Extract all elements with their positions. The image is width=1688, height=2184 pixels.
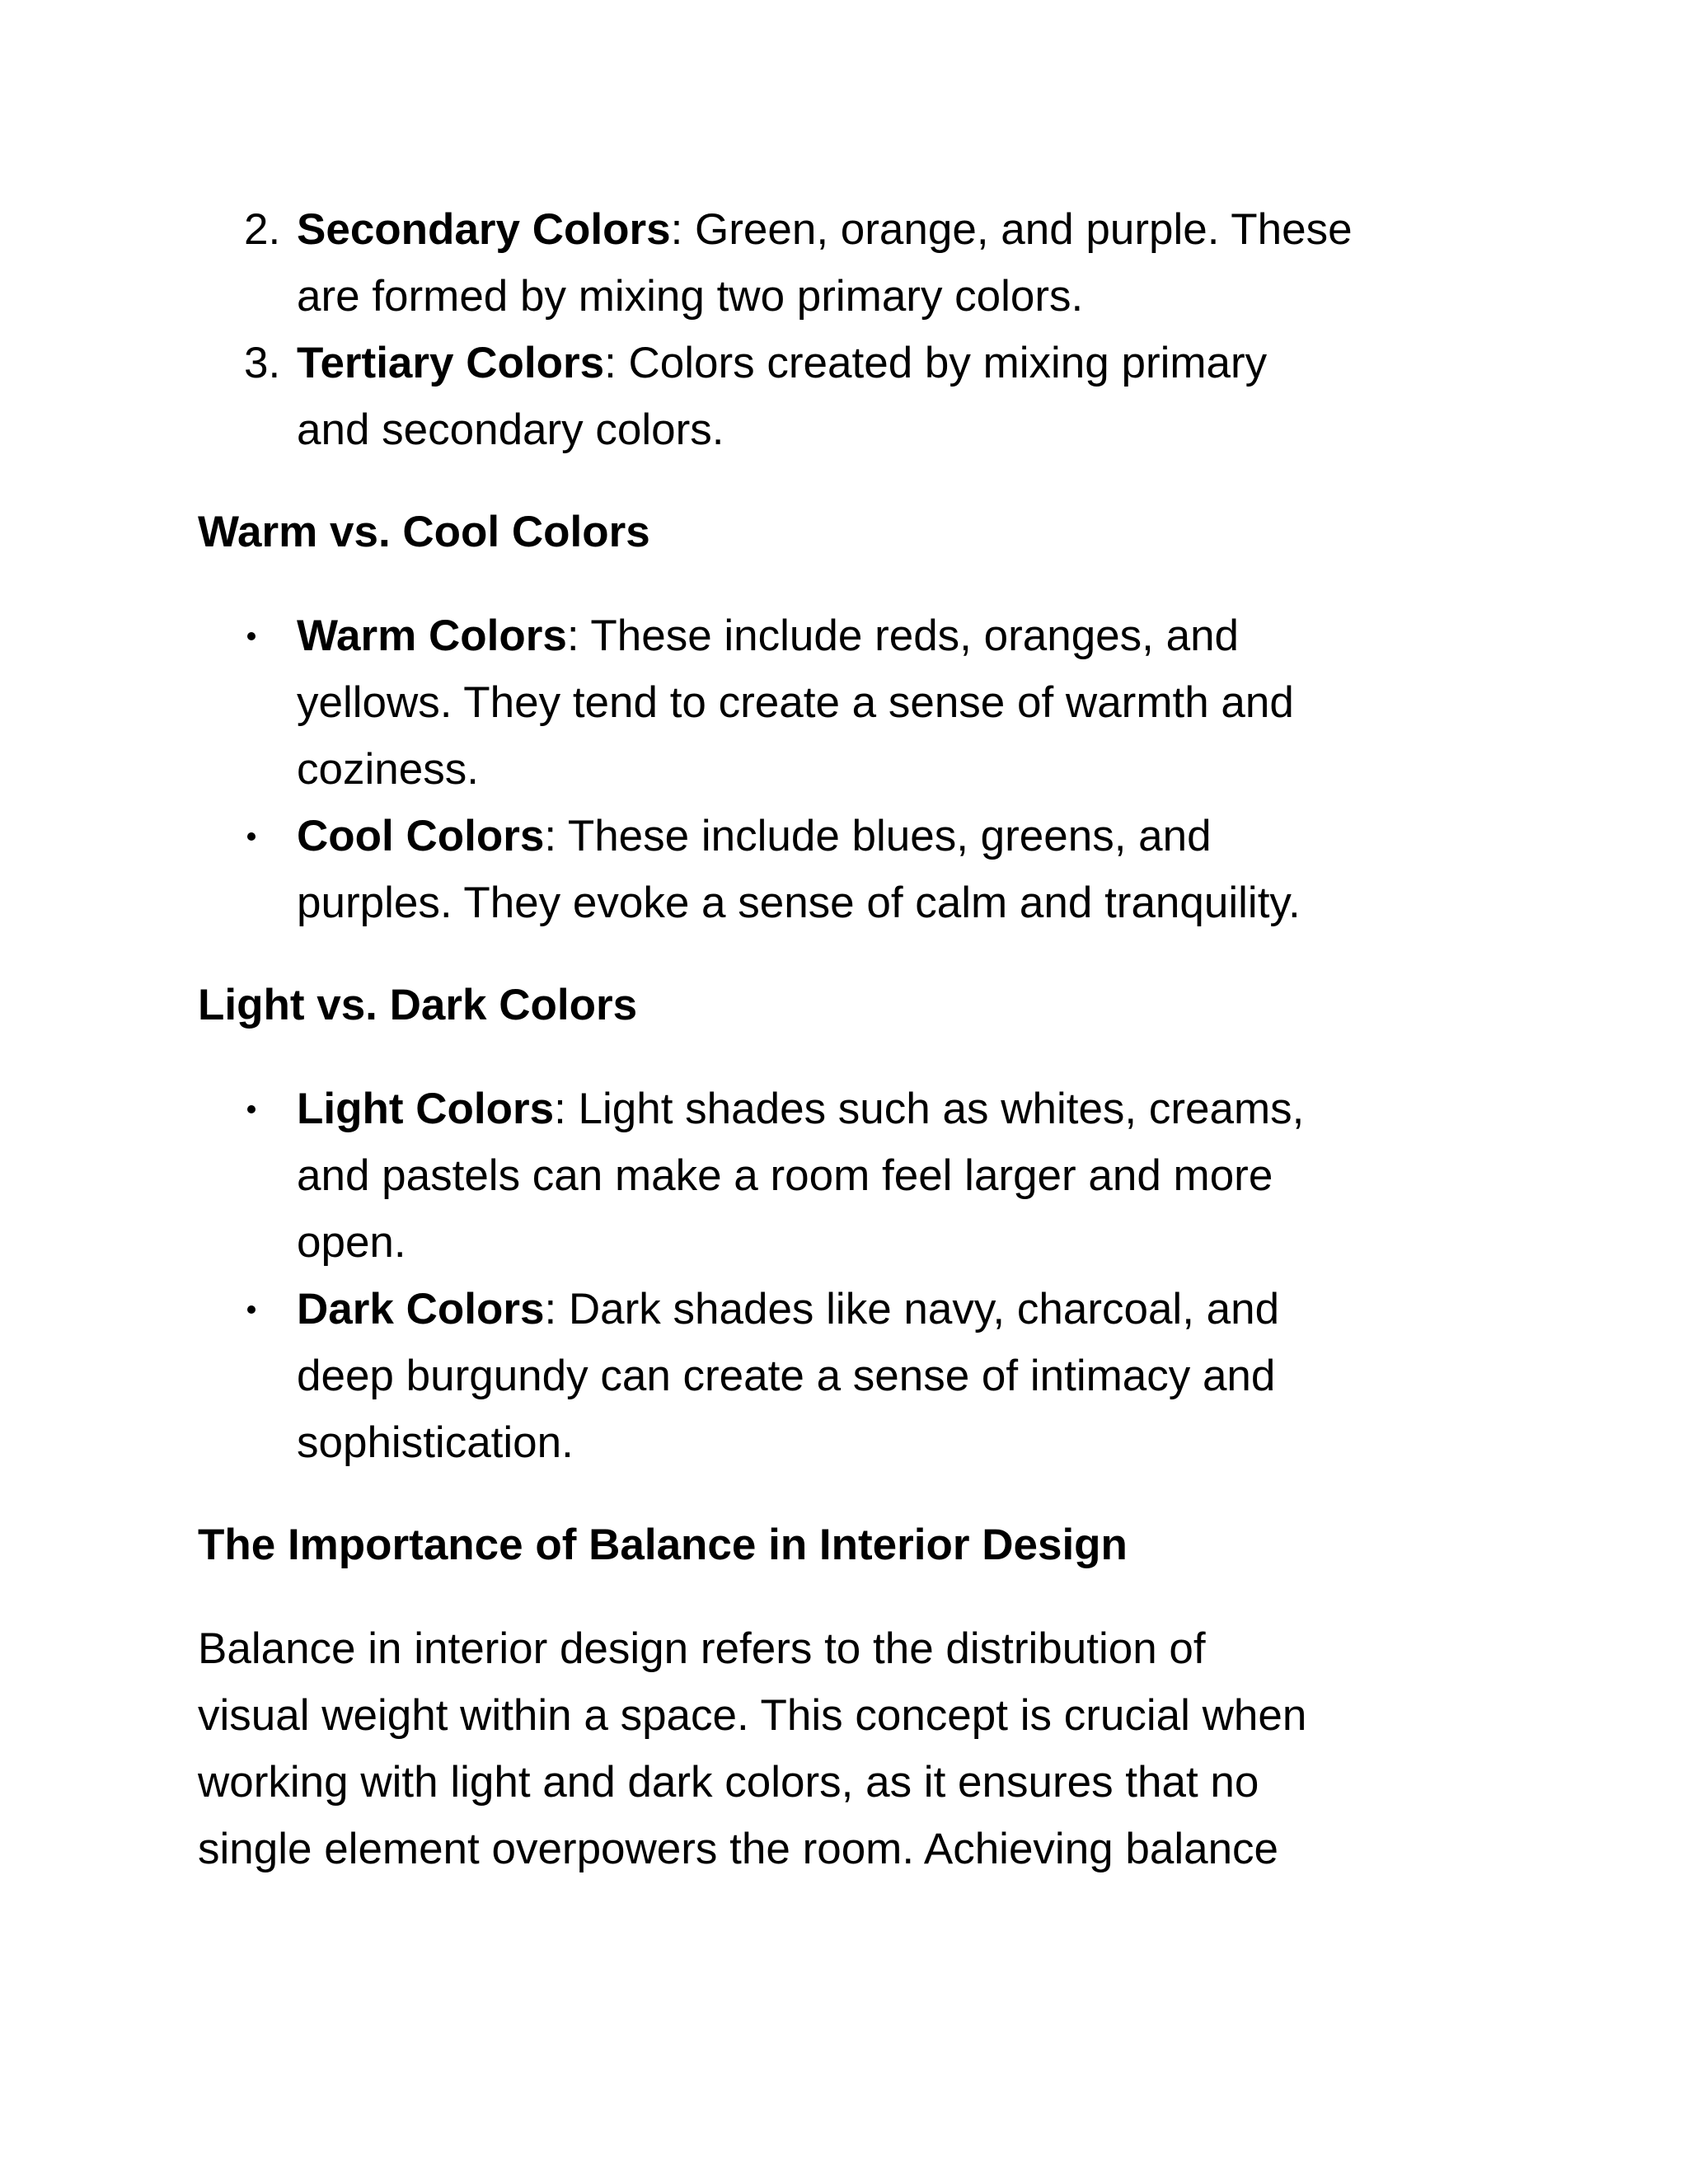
term-dark-colors: Dark Colors xyxy=(297,1285,545,1333)
term-light-colors: Light Colors xyxy=(297,1085,555,1133)
term-cool-colors: Cool Colors xyxy=(297,812,545,860)
bullet-list-warm-cool xyxy=(198,602,1500,936)
term-tertiary-colors: Tertiary Colors xyxy=(297,339,605,387)
list-item-dark-colors: Dark Colors: Dark shades like navy, charcoal, and deep burgundy can create a sense of intimacy and sophistication. xyxy=(198,1276,1500,1476)
heading-warm-vs-cool: Warm vs. Cool Colors xyxy=(198,508,650,556)
heading-light-vs-dark: Light vs. Dark Colors xyxy=(198,981,638,1029)
numbered-list xyxy=(198,196,1500,463)
bullet-list-light-dark xyxy=(198,1076,1500,1476)
list-item-light-colors: Light Colors: Light shades such as whites, creams, and pastels can make a room feel larger and more open. xyxy=(198,1076,1500,1276)
bullet-icon xyxy=(247,832,256,841)
bullet-icon xyxy=(247,1305,256,1314)
paragraph-balance: Balance in interior design refers to the distribution of visual weight within a space. This concept is crucial when working with light and dark colors, as it ensures that no single element overpowers the room. Achieving balance xyxy=(198,1624,1307,1873)
list-item-warm-colors: Warm Colors: These include reds, oranges, and yellows. They tend to create a sense of warmth and coziness. xyxy=(198,602,1500,803)
bullet-icon xyxy=(247,1105,256,1113)
list-number: 3. xyxy=(244,339,281,387)
heading-importance-of-balance: The Importance of Balance in Interior Design xyxy=(198,1521,1128,1569)
term-warm-colors: Warm Colors xyxy=(297,612,567,660)
list-number: 2. xyxy=(244,205,281,254)
term-secondary-colors: Secondary Colors xyxy=(297,205,671,254)
list-item-secondary-colors: 2. Secondary Colors: Green, orange, and purple. These are formed by mixing two primary colors. xyxy=(198,196,1500,330)
document-page xyxy=(198,196,1500,1882)
list-item-tertiary-colors: 3. Tertiary Colors: Colors created by mixing primary and secondary colors. xyxy=(198,330,1500,463)
bullet-icon xyxy=(247,632,256,640)
list-item-cool-colors: Cool Colors: These include blues, greens, and purples. They evoke a sense of calm and tranquility. xyxy=(198,803,1500,936)
